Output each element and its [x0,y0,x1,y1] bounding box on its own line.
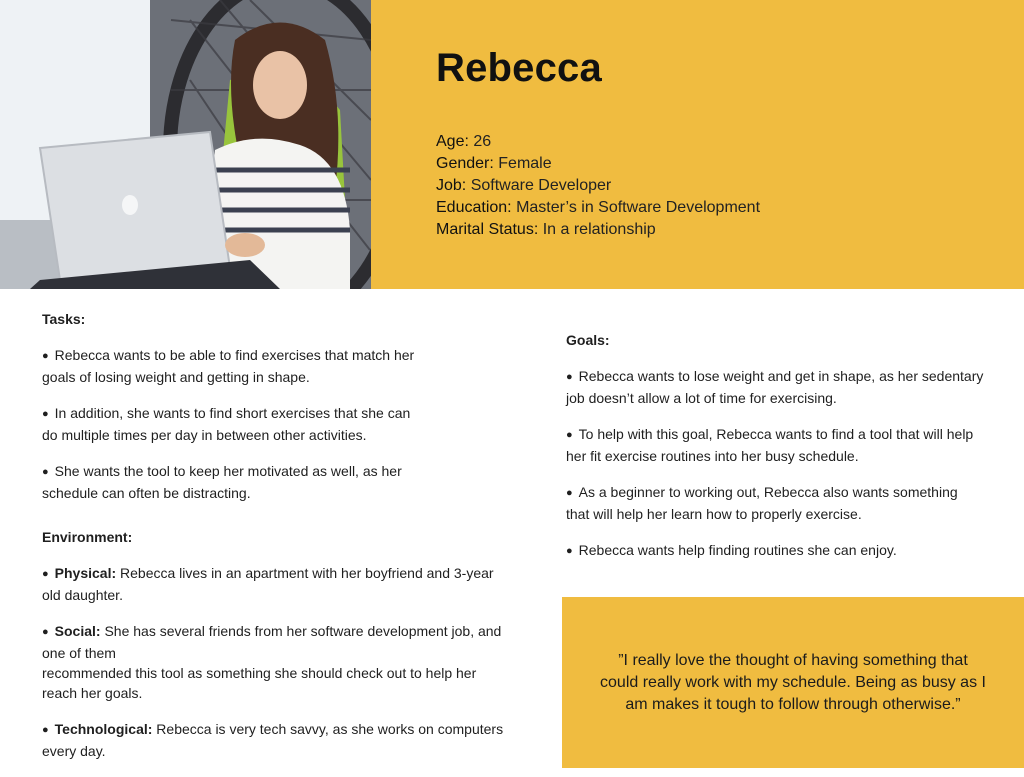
fact-education [436,197,760,219]
task-item [42,403,532,445]
task-item [42,461,532,503]
persona-photo [0,0,371,289]
persona-name: Rebecca [436,46,602,90]
fact-value: Female [498,155,552,172]
left-column [42,309,532,777]
env-text: Rebecca lives in an apartment with her boyfriend and 3-year [120,565,494,581]
goal-line: As a beginner to working out, Rebecca also wants something [578,484,958,500]
persona-profile [371,0,1024,289]
goal-line: To help with this goal, Rebecca wants to find a tool that will help [578,426,974,442]
task-line: She wants the tool to keep her motivated as well, as her [54,463,402,479]
task-item [42,345,532,387]
env-text: Rebecca is very tech savvy, as she works on computers [156,721,504,737]
fact-value: Software Developer [470,177,612,194]
fact-marital-status [436,219,760,241]
persona-quote [590,650,996,716]
persona-header [0,0,1024,289]
tasks-title: Tasks: [42,311,86,327]
env-text: every day. [42,743,106,759]
goal-item [566,424,1016,466]
env-label: Social: [54,623,101,639]
fact-label: Marital Status: [436,221,539,238]
bullet-icon: ● [566,487,573,499]
fact-label: Education: [436,199,512,216]
environment-technological [42,719,532,761]
environment-title: Environment: [42,529,133,545]
bullet-icon: ● [42,724,49,736]
bullet-icon: ● [42,350,49,362]
fact-label: Gender: [436,155,494,172]
persona-facts [436,131,760,241]
bullet-icon: ● [42,568,49,580]
env-label: Technological: [54,721,153,737]
quote-line: ”I really love the thought of having something that [618,652,968,669]
fact-gender [436,153,760,175]
goal-item [566,482,1016,524]
fact-label: Age: [436,133,469,150]
goal-item [566,540,1016,562]
env-label: Physical: [54,565,117,581]
goal-line: Rebecca wants help finding routines she can enjoy. [578,542,897,558]
fact-age [436,131,760,153]
fact-value: In a relationship [542,221,656,238]
environment-physical [42,563,532,605]
task-line: In addition, she wants to find short exercises that she can [54,405,411,421]
quote-line: could really work with my schedule. Being as busy as I [600,674,986,691]
env-text: one of them [42,645,116,661]
environment-social [42,621,532,703]
env-text: old daughter. [42,587,123,603]
goal-line: Rebecca wants to lose weight and get in shape, as her sedentary [578,368,984,384]
goals-title: Goals: [566,332,610,348]
right-column [566,330,1016,578]
goal-line: her fit exercise routines into her busy schedule. [566,448,859,464]
goal-item [566,366,1016,408]
goal-line: that will help her learn how to properly exercise. [566,506,862,522]
fact-value: Master’s in Software Development [516,199,761,216]
fact-label: Job: [436,177,467,194]
bullet-icon: ● [566,429,573,441]
bullet-icon: ● [42,466,49,478]
bullet-icon: ● [42,408,49,420]
bullet-icon: ● [566,545,573,557]
goal-line: job doesn’t allow a lot of time for exercising. [566,390,837,406]
env-text: She has several friends from her software development job, and [104,623,502,639]
env-text: recommended this tool as something she should check out to help her [42,665,477,681]
env-text: reach her goals. [42,685,143,701]
task-line: Rebecca wants to be able to find exercises that match her [54,347,415,363]
fact-job [436,175,760,197]
task-line: schedule can often be distracting. [42,485,251,501]
bullet-icon: ● [42,626,49,638]
quote-box [562,597,1024,768]
bullet-icon: ● [566,371,573,383]
quote-line: am makes it tough to follow through otherwise.” [625,696,961,713]
fact-value: 26 [473,133,492,150]
task-line: goals of losing weight and getting in shape. [42,369,310,385]
task-line: do multiple times per day in between other activities. [42,427,367,443]
